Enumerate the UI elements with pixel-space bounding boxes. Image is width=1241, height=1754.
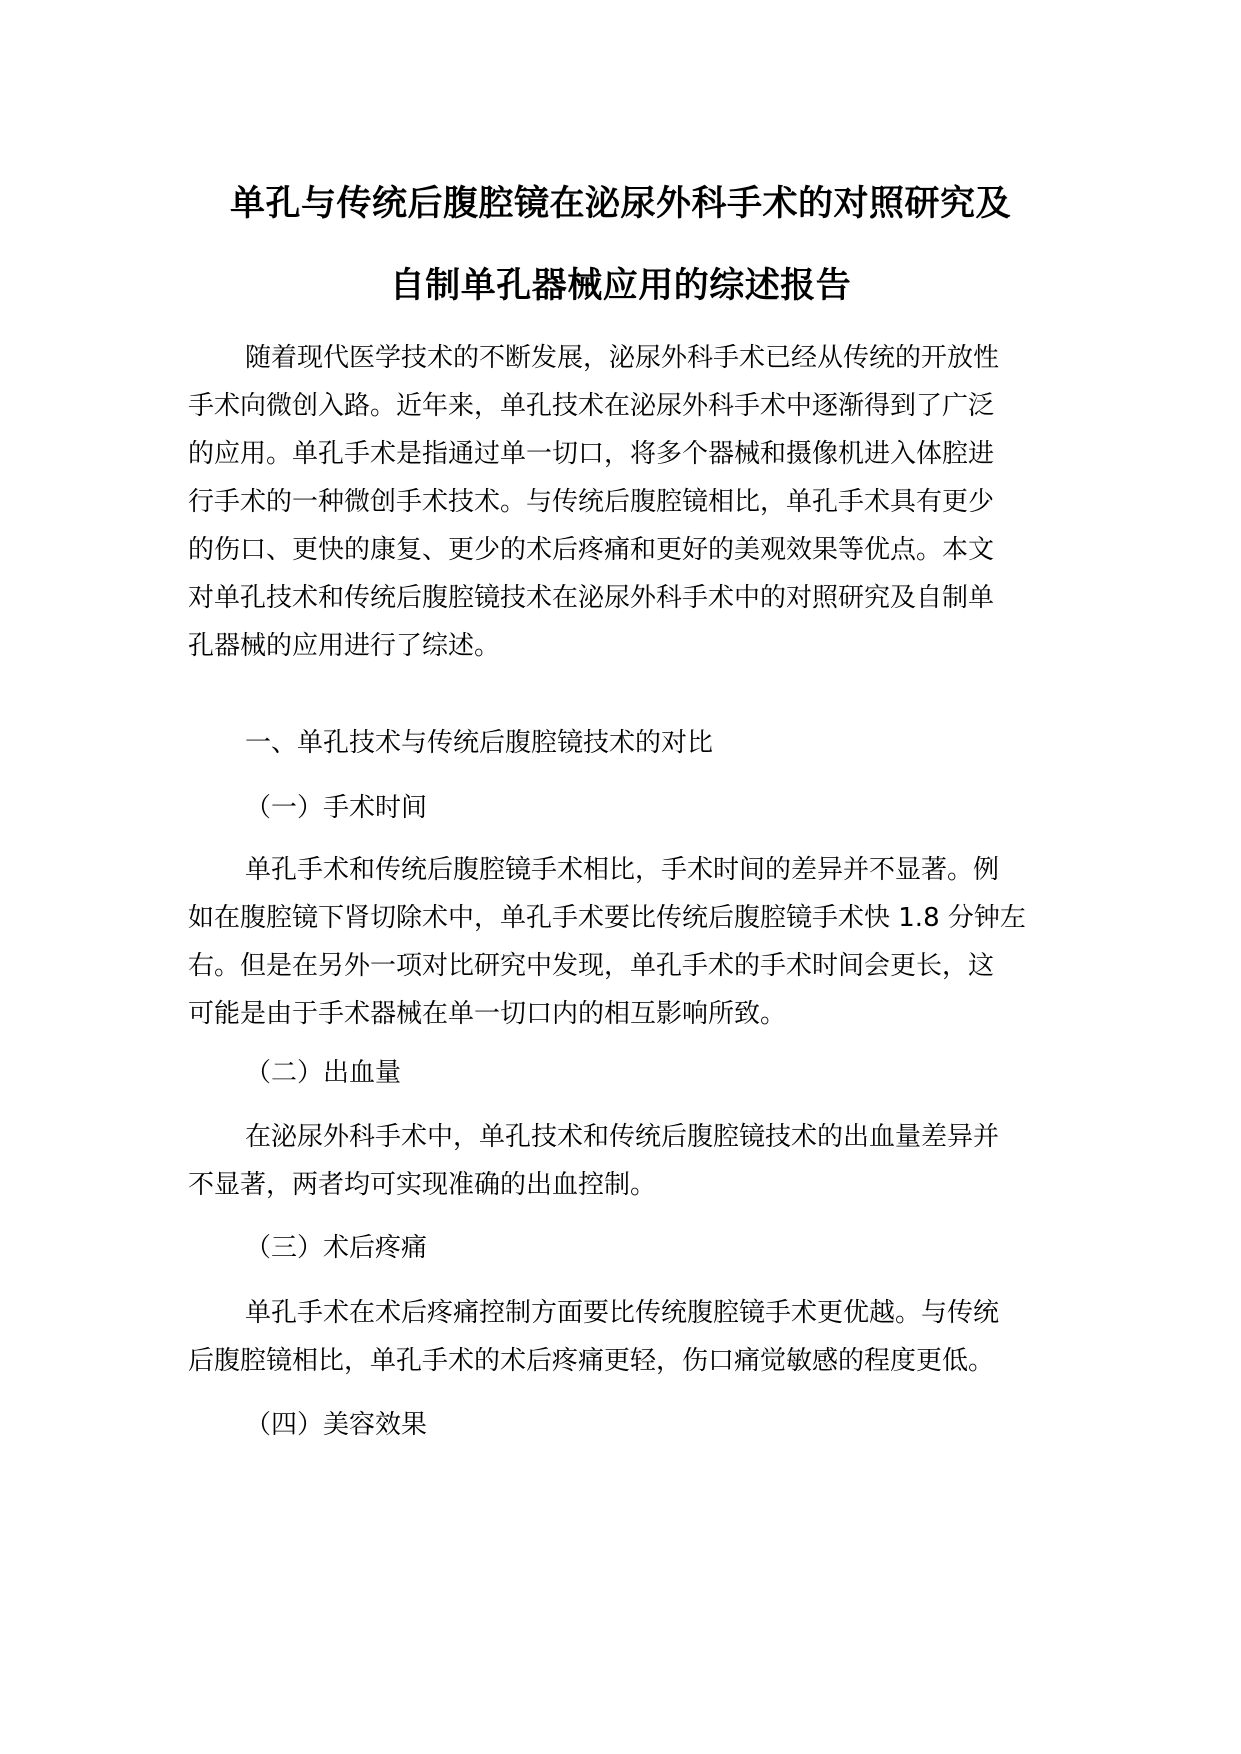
intro-line: 孔器械的应用进行了综述。	[188, 631, 501, 661]
subsection-1-paragraph	[188, 846, 1048, 1038]
section-heading	[188, 719, 1048, 767]
intro-line: 的伤口、更快的康复、更少的术后疼痛和更好的美观效果等优点。本文	[188, 535, 995, 565]
intro-line: 对单孔技术和传统后腹腔镜技术在泌尿外科手术中的对照研究及自制单	[188, 583, 995, 613]
paragraph-line: 如在腹腔镜下肾切除术中，单孔手术要比传统后腹腔镜手术快 1.8 分钟左	[188, 903, 1026, 933]
intro-line: 手术向微创入路。近年来，单孔技术在泌尿外科手术中逐渐得到了广泛	[188, 391, 995, 421]
section-1-heading: 一、单孔技术与传统后腹腔镜技术的对比	[245, 728, 714, 758]
subsection-3-heading: （三）术后疼痛	[245, 1233, 428, 1263]
paragraph-line: 在泌尿外科手术中，单孔技术和传统后腹腔镜技术的出血量差异并	[245, 1122, 1000, 1152]
subsection-heading	[188, 784, 1048, 832]
subsection-2-paragraph	[188, 1113, 1048, 1209]
subsection-heading	[188, 1224, 1048, 1272]
subsection-heading	[188, 1401, 1048, 1449]
paragraph-line: 右。但是在另外一项对比研究中发现，单孔手术的手术时间会更长，这	[188, 951, 995, 981]
intro-line: 随着现代医学技术的不断发展，泌尿外科手术已经从传统的开放性	[245, 343, 1000, 373]
subsection-2-heading: （二）出血量	[245, 1058, 402, 1088]
document-title-line-2: 自制单孔器械应用的综述报告	[389, 266, 852, 306]
subsection-4-heading: （四）美容效果	[245, 1410, 428, 1440]
paragraph-line: 后腹腔镜相比，单孔手术的术后疼痛更轻，伤口痛觉敏感的程度更低。	[188, 1346, 995, 1376]
intro-line: 的应用。单孔手术是指通过单一切口，将多个器械和摄像机进入体腔进	[188, 439, 995, 469]
intro-line: 行手术的一种微创手术技术。与传统后腹腔镜相比，单孔手术具有更少	[188, 487, 995, 517]
subsection-heading	[188, 1049, 1048, 1097]
subsection-3-paragraph	[188, 1289, 1048, 1385]
paragraph-line: 可能是由于手术器械在单一切口内的相互影响所致。	[188, 999, 787, 1029]
intro-paragraph	[188, 334, 1048, 670]
subsection-1-heading: （一）手术时间	[245, 793, 428, 823]
paragraph-line: 不显著，两者均可实现准确的出血控制。	[188, 1170, 657, 1200]
document-title-line-1: 单孔与传统后腹腔镜在泌尿外科手术的对照研究及	[229, 184, 1011, 224]
paragraph-line: 单孔手术在术后疼痛控制方面要比传统腹腔镜手术更优越。与传统	[245, 1298, 1000, 1328]
paragraph-line: 单孔手术和传统后腹腔镜手术相比，手术时间的差异并不显著。例	[245, 855, 1000, 885]
